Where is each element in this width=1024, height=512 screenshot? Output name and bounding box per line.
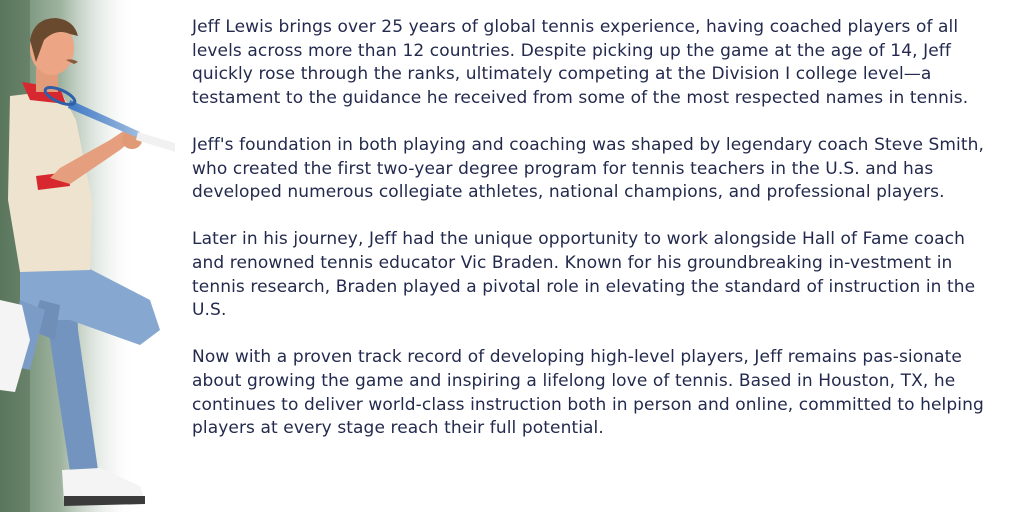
bio-paragraph-4: Now with a proven track record of developing high-level players, Jeff remains pas-sionate about growing the game and inspiring a lifelong love of tennis. Based in Houston, TX, he continues to deliver world-class instruction both in person and online, committed to helping players at every stage reach their full potential. xyxy=(192,347,984,439)
bio-paragraph-3: Later in his journey, Jeff had the unique opportunity to work alongside Hall of Fame coach and renowned tennis educator Vic Braden. Known for his groundbreaking in-vestment in tennis research, Braden played a pivotal role in elevating the standard of instruction in the U.S. xyxy=(192,229,976,321)
tennis-coach-photo-icon xyxy=(0,0,175,512)
bio-paragraph-2: Jeff's foundation in both playing and coaching was shaped by legendary coach Steve Smith, who created the first two-year degree program for tennis teachers in the U.S. and has developed numerous collegiate athletes, national champions, and professional players. xyxy=(192,134,985,203)
coach-photo xyxy=(0,0,175,512)
coach-bio-text xyxy=(192,16,992,441)
bio-paragraph-1: Jeff Lewis brings over 25 years of global tennis experience, having coached players of all levels across more than 12 countries. Despite picking up the game at the age of 14, Jeff quickly rose through the ranks, ultimately competing at the Division I college level—a testament to the guidance he received from some of the most respected names in tennis. xyxy=(192,17,969,108)
